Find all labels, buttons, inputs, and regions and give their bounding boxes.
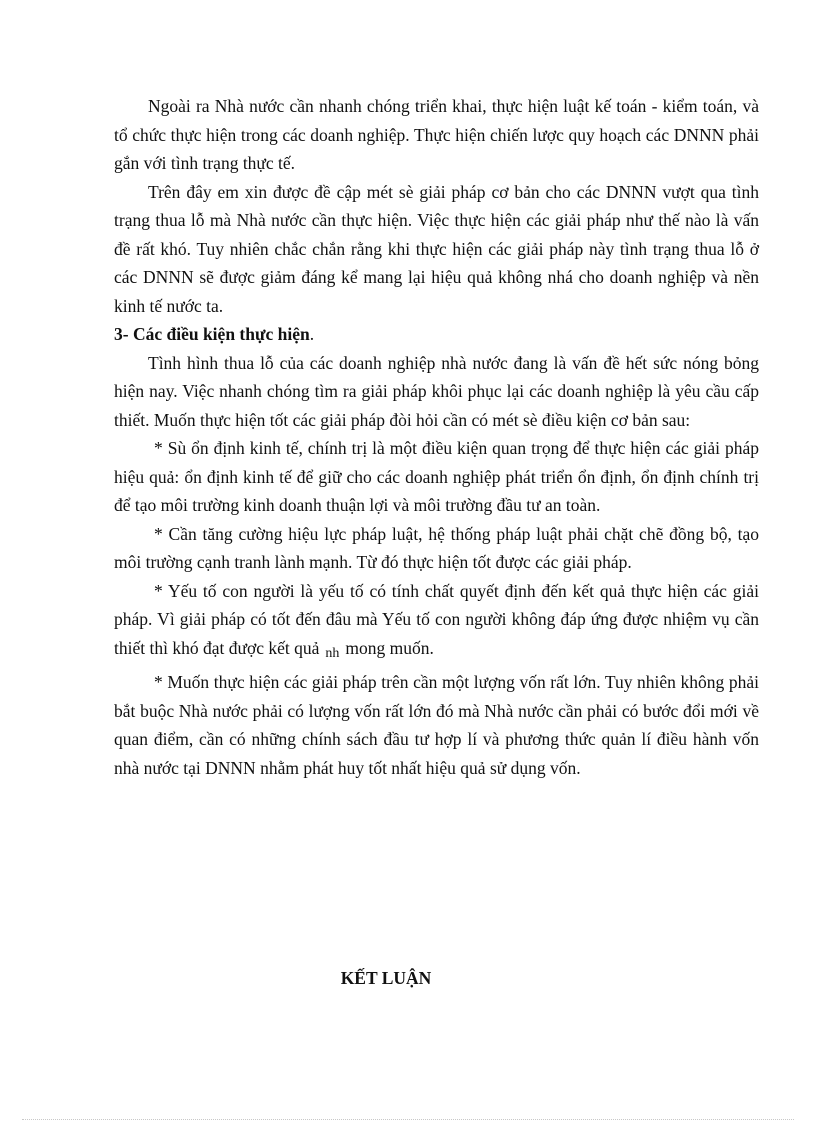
section-heading bbox=[114, 320, 759, 349]
conclusion-title: KẾT LUẬN bbox=[340, 968, 432, 988]
page-bottom-divider bbox=[22, 1119, 794, 1120]
section-heading-period: . bbox=[309, 324, 315, 344]
bullet-human-factor bbox=[114, 577, 759, 669]
document-body bbox=[114, 92, 759, 782]
bullet-law: * Cần tăng cường hiệu lực pháp luật, hệ thống pháp luật phải chặt chẽ đồng bộ, tạo môi trường cạnh tranh lành mạnh. Từ đó thực hiện tốt được các giải pháp. bbox=[114, 523, 759, 572]
subscript-fragment: nh bbox=[325, 645, 340, 661]
paragraph-accounting-law: Ngoài ra Nhà nước cần nhanh chóng triển khai, thực hiện luật kế toán - kiểm toán, và tổ chức thực hiện trong các doanh nghiệp. Thực hiện chiến lược quy hoạch các DNNN phải gắn với tình trạng thực tế. bbox=[114, 96, 759, 173]
section-heading-text: 3- Các điều kiện thực hiện bbox=[114, 324, 310, 344]
bullet-human-factor-end: mong muốn. bbox=[345, 637, 434, 658]
paragraph-situation: Tình hình thua lỗ của các doanh nghiệp nhà nước đang là vấn đề hết sức nóng bỏng hiện nay. Việc nhanh chóng tìm ra giải pháp khôi phục lại các doanh nghiệp là yêu cầu cấp thiết. Muốn thực hiện tốt các giải pháp đòi hỏi cần có mét sè điều kiện cơ bản sau: bbox=[114, 352, 759, 430]
bullet-human-factor-text: * Yếu tố con người là yếu tố có tính chất quyết định đến kết quả thực hiện các giải pháp. Vì giải pháp có tốt đến đâu mà Yếu tố con người không đáp ứng được nhiệm vụ cần thiết thì khó đạt được kết quả bbox=[114, 580, 759, 658]
bullet-stability: * Sù ổn định kinh tế, chính trị là một điều kiện quan trọng để thực hiện các giải pháp hiệu quả: ổn định kinh tế để giữ cho các doanh nghiệp phát triển ổn định, ổn định chính trị để tạo môi trường kinh doanh thuận lợi và môi trường đầu tư an toàn. bbox=[114, 438, 759, 515]
bullet-capital: * Muốn thực hiện các giải pháp trên cần một lượng vốn rất lớn. Tuy nhiên không phải bắt buộc Nhà nước phải có lượng vốn rất lớn đó mà Nhà nước cần phải có bước đổi mới về quan điểm, cần có những chính sách đầu tư hợp lí và phương thức quản lí điều hành vốn nhà nước tại DNNN nhằm phát huy tốt nhất hiệu quả sử dụng vốn. bbox=[114, 672, 759, 778]
paragraph-solutions-summary: Trên đây em xin được đề cập mét sè giải pháp cơ bản cho các DNNN vượt qua tình trạng thua lỗ mà Nhà nước cần thực hiện. Việc thực hiện các giải pháp như thế nào là vấn đề rất khó. Tuy nhiên chắc chắn rằng khi thực hiện các giải pháp này tình trạng thua lỗ ở các DNNN sẽ được giảm đáng kể mang lại hiệu quả không nhá cho doanh nghiệp và nền kinh tế nước ta. bbox=[114, 181, 759, 316]
